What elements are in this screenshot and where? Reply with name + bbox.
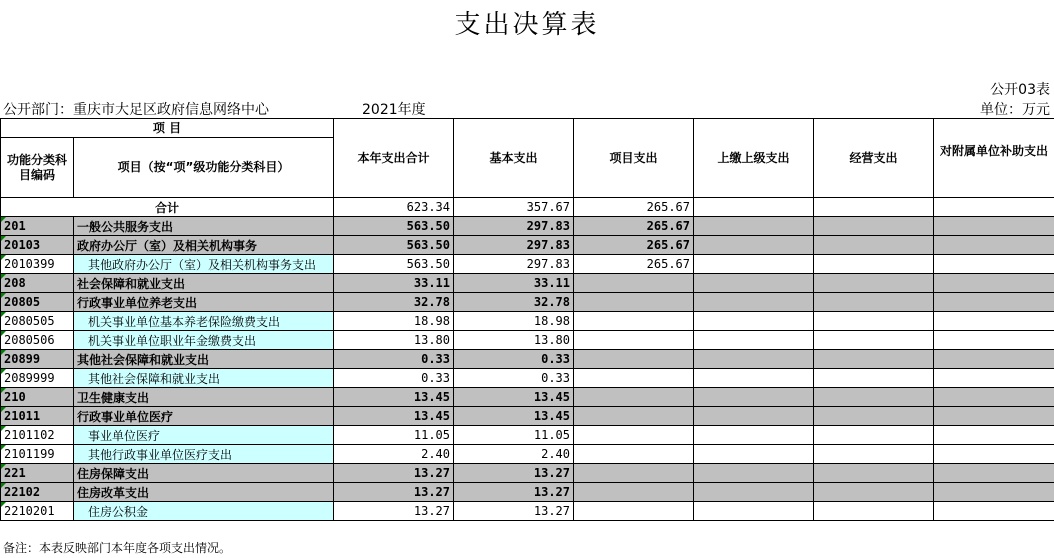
- header-project: 项 目: [1, 119, 334, 138]
- table-row: [1, 369, 1054, 388]
- department-label: 公开部门：重庆市大足区政府信息网络中心: [3, 102, 269, 118]
- row-value: [814, 217, 934, 236]
- table-row: [1, 464, 1054, 483]
- row-value: 2.40: [334, 445, 454, 464]
- row-value: 265.67: [574, 255, 694, 274]
- row-value: 13.27: [334, 464, 454, 483]
- table-row: [1, 293, 1054, 312]
- row-value: 18.98: [334, 312, 454, 331]
- row-value: 13.27: [454, 502, 574, 521]
- row-value: [814, 274, 934, 293]
- row-value: [574, 331, 694, 350]
- total-cell: 265.67: [574, 198, 694, 217]
- row-code: 2210201: [1, 502, 74, 521]
- row-value: [694, 483, 814, 502]
- row-value: 563.50: [334, 255, 454, 274]
- row-value: [694, 350, 814, 369]
- row-value: [574, 369, 694, 388]
- row-value: [694, 293, 814, 312]
- row-value: 297.83: [454, 255, 574, 274]
- row-value: 32.78: [454, 293, 574, 312]
- row-value: 0.33: [334, 350, 454, 369]
- row-value: 13.80: [334, 331, 454, 350]
- row-value: [814, 407, 934, 426]
- total-cell: [814, 198, 934, 217]
- row-value: [694, 464, 814, 483]
- row-value: [574, 445, 694, 464]
- row-value: 297.83: [454, 236, 574, 255]
- row-value: [694, 407, 814, 426]
- row-code: 20805: [1, 293, 74, 312]
- row-value: [934, 464, 1054, 483]
- row-value: [934, 426, 1054, 445]
- row-name: 社会保障和就业支出: [74, 274, 334, 293]
- row-value: 11.05: [454, 426, 574, 445]
- row-name: 卫生健康支出: [74, 388, 334, 407]
- table-row: [1, 350, 1054, 369]
- row-value: [934, 255, 1054, 274]
- table-row: [1, 331, 1054, 350]
- row-value: [574, 483, 694, 502]
- row-code: 2080506: [1, 331, 74, 350]
- row-value: [694, 426, 814, 445]
- row-name: 机关事业单位基本养老保险缴费支出: [74, 312, 334, 331]
- row-value: [814, 426, 934, 445]
- row-value: [694, 331, 814, 350]
- row-value: 13.45: [334, 388, 454, 407]
- row-value: [934, 293, 1054, 312]
- table-row: [1, 426, 1054, 445]
- row-code: 2010399: [1, 255, 74, 274]
- row-value: [814, 255, 934, 274]
- total-cell: 623.34: [334, 198, 454, 217]
- table-row: [1, 236, 1054, 255]
- row-code: 20103: [1, 236, 74, 255]
- total-cell: [694, 198, 814, 217]
- row-value: 32.78: [334, 293, 454, 312]
- table-row: [1, 445, 1054, 464]
- row-name: 行政事业单位医疗: [74, 407, 334, 426]
- row-code: 22102: [1, 483, 74, 502]
- row-value: [814, 236, 934, 255]
- row-value: 563.50: [334, 236, 454, 255]
- row-value: [694, 388, 814, 407]
- header-col-project: 项目支出: [574, 119, 694, 198]
- row-value: [574, 274, 694, 293]
- header-name: 项目（按“项”级功能分类科目）: [74, 138, 334, 198]
- row-value: 0.33: [454, 350, 574, 369]
- row-value: 563.50: [334, 217, 454, 236]
- row-value: 13.27: [334, 502, 454, 521]
- row-value: 13.27: [454, 464, 574, 483]
- row-name: 行政事业单位养老支出: [74, 293, 334, 312]
- row-value: 2.40: [454, 445, 574, 464]
- row-value: 13.80: [454, 331, 574, 350]
- row-value: [934, 217, 1054, 236]
- page-title: 支出决算表: [454, 10, 600, 40]
- row-value: [694, 236, 814, 255]
- table-row: [1, 255, 1054, 274]
- form-number: 公开03表: [990, 82, 1050, 98]
- row-value: [934, 274, 1054, 293]
- row-code: 20899: [1, 350, 74, 369]
- row-value: 13.45: [334, 407, 454, 426]
- table-row: [1, 483, 1054, 502]
- row-value: [934, 236, 1054, 255]
- row-value: 0.33: [454, 369, 574, 388]
- row-value: [694, 255, 814, 274]
- row-value: 33.11: [334, 274, 454, 293]
- header-col-subsidiary: 对附属单位补助支出: [934, 119, 1054, 198]
- row-name: 政府办公厅（室）及相关机构事务: [74, 236, 334, 255]
- row-value: [934, 350, 1054, 369]
- row-value: 11.05: [334, 426, 454, 445]
- row-value: [574, 407, 694, 426]
- row-code: 210: [1, 388, 74, 407]
- row-value: 18.98: [454, 312, 574, 331]
- row-value: [814, 464, 934, 483]
- row-value: [694, 445, 814, 464]
- table-row: [1, 274, 1054, 293]
- row-value: [574, 312, 694, 331]
- row-value: [814, 293, 934, 312]
- total-label: 合计: [1, 198, 334, 217]
- footnote: 备注：本表反映部门本年度各项支出情况。: [3, 541, 232, 555]
- row-value: [574, 388, 694, 407]
- row-code: 201: [1, 217, 74, 236]
- row-value: [574, 464, 694, 483]
- row-value: [934, 369, 1054, 388]
- total-cell: 357.67: [454, 198, 574, 217]
- row-value: 297.83: [454, 217, 574, 236]
- row-name: 其他行政事业单位医疗支出: [74, 445, 334, 464]
- year-label: 2021年度: [362, 102, 426, 118]
- row-name: 机关事业单位职业年金缴费支出: [74, 331, 334, 350]
- row-value: [934, 388, 1054, 407]
- row-value: [814, 331, 934, 350]
- row-value: [694, 502, 814, 521]
- row-value: 13.45: [454, 388, 574, 407]
- row-value: [934, 331, 1054, 350]
- header-col-business: 经营支出: [814, 119, 934, 198]
- row-name: 其他政府办公厅（室）及相关机构事务支出: [74, 255, 334, 274]
- row-value: 13.27: [334, 483, 454, 502]
- row-code: 2101102: [1, 426, 74, 445]
- row-code: 2101199: [1, 445, 74, 464]
- row-name: 住房改革支出: [74, 483, 334, 502]
- row-value: 265.67: [574, 236, 694, 255]
- row-name: 住房保障支出: [74, 464, 334, 483]
- table-row: [1, 407, 1054, 426]
- row-value: [814, 502, 934, 521]
- row-name: 一般公共服务支出: [74, 217, 334, 236]
- row-code: 21011: [1, 407, 74, 426]
- header-col-basic: 基本支出: [454, 119, 574, 198]
- row-code: 2080505: [1, 312, 74, 331]
- row-value: 0.33: [334, 369, 454, 388]
- row-value: [574, 350, 694, 369]
- row-value: [814, 445, 934, 464]
- row-value: [814, 483, 934, 502]
- row-value: [574, 502, 694, 521]
- row-value: 33.11: [454, 274, 574, 293]
- row-value: [694, 217, 814, 236]
- row-value: [934, 502, 1054, 521]
- row-code: 2089999: [1, 369, 74, 388]
- row-value: [934, 483, 1054, 502]
- row-name: 事业单位医疗: [74, 426, 334, 445]
- row-value: [934, 312, 1054, 331]
- row-value: [934, 407, 1054, 426]
- header-code: 功能分类科目编码: [1, 138, 74, 198]
- expenditure-table: [0, 118, 1054, 521]
- row-code: 208: [1, 274, 74, 293]
- row-value: [694, 312, 814, 331]
- row-name: 其他社会保障和就业支出: [74, 369, 334, 388]
- table-row: [1, 217, 1054, 236]
- row-value: 13.45: [454, 407, 574, 426]
- unit-label: 单位：万元: [980, 102, 1050, 118]
- table-row: [1, 388, 1054, 407]
- table-row: [1, 312, 1054, 331]
- row-code: 221: [1, 464, 74, 483]
- header-col-upper: 上缴上级支出: [694, 119, 814, 198]
- total-row: [1, 198, 1054, 217]
- row-name: 住房公积金: [74, 502, 334, 521]
- row-name: 其他社会保障和就业支出: [74, 350, 334, 369]
- row-value: [574, 426, 694, 445]
- row-value: [814, 312, 934, 331]
- row-value: [574, 293, 694, 312]
- table-row: [1, 502, 1054, 521]
- row-value: [814, 350, 934, 369]
- row-value: [814, 369, 934, 388]
- row-value: 13.27: [454, 483, 574, 502]
- row-value: [694, 274, 814, 293]
- row-value: [694, 369, 814, 388]
- total-cell: [934, 198, 1054, 217]
- row-value: [814, 388, 934, 407]
- header-col-total: 本年支出合计: [334, 119, 454, 198]
- row-value: [934, 445, 1054, 464]
- row-value: 265.67: [574, 217, 694, 236]
